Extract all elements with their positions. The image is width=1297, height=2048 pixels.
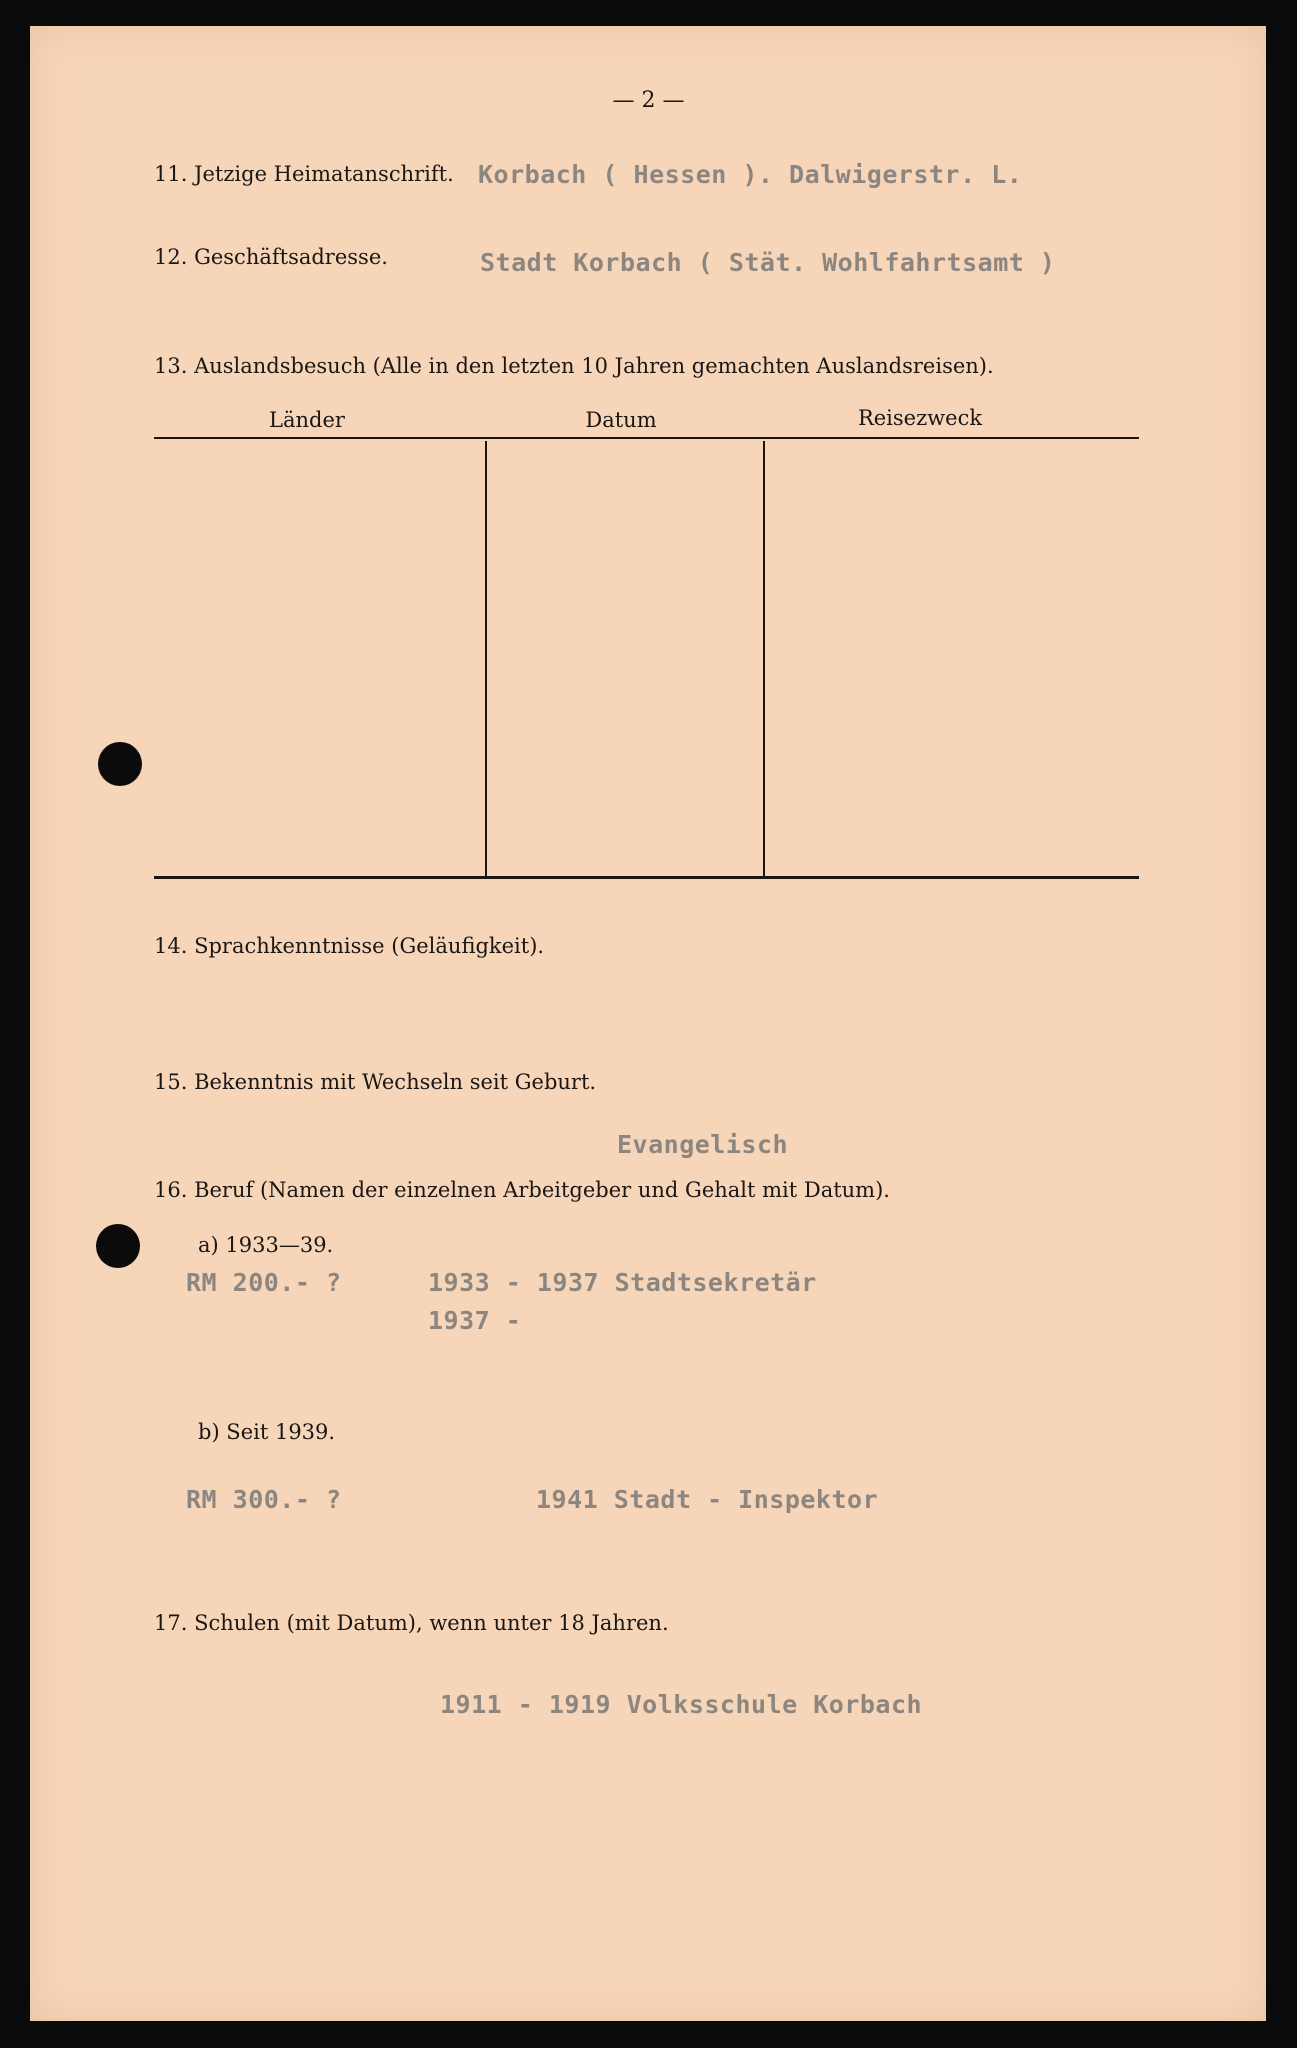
table-divider-2	[763, 441, 765, 877]
table-divider-1	[485, 441, 487, 877]
col-header-datum: Datum	[585, 408, 657, 432]
q16-a-label: a) 1933—39.	[198, 1233, 334, 1257]
q15-label: 15. Bekenntnis mit Wechseln seit Geburt.	[154, 1070, 597, 1094]
page-number: — 2 —	[612, 88, 685, 113]
table-top-rule	[154, 437, 1139, 439]
q14-label: 14. Sprachkenntnisse (Geläufigkeit).	[154, 934, 545, 958]
table-bottom-rule	[154, 876, 1139, 879]
q16-a-line1: 1933 - 1937 Stadtsekretär	[428, 1268, 817, 1297]
q12-answer: Stadt Korbach ( Stät. Wohlfahrtsamt )	[480, 248, 1056, 277]
q17-label: 17. Schulen (mit Datum), wenn unter 18 Jahren.	[154, 1611, 669, 1635]
punch-hole-lower	[96, 1224, 140, 1268]
q15-answer: Evangelisch	[617, 1130, 789, 1159]
q16-label: 16. Beruf (Namen der einzelnen Arbeitgeber und Gehalt mit Datum).	[154, 1178, 890, 1202]
q16-a-salary: RM 200.- ?	[186, 1268, 342, 1297]
q16-a-line2: 1937 -	[428, 1306, 522, 1335]
document-page	[30, 26, 1266, 2021]
punch-hole-upper	[98, 742, 142, 786]
q11-label: 11. Jetzige Heimatanschrift.	[154, 162, 454, 186]
q11-answer: Korbach ( Hessen ). Dalwigerstr. L.	[478, 160, 1023, 189]
q16-b-label: b) Seit 1939.	[198, 1420, 336, 1444]
q16-b-line1: 1941 Stadt - Inspektor	[536, 1485, 879, 1514]
col-header-reisezweck: Reisezweck	[857, 406, 983, 430]
q17-answer: 1911 - 1919 Volksschule Korbach	[440, 1690, 923, 1719]
col-header-laender: Länder	[269, 408, 345, 432]
q13-label: 13. Auslandsbesuch (Alle in den letzten 10 Jahren gemachten Auslandsreisen).	[154, 354, 994, 378]
q16-b-salary: RM 300.- ?	[186, 1485, 342, 1514]
q12-label: 12. Geschäftsadresse.	[154, 245, 388, 269]
